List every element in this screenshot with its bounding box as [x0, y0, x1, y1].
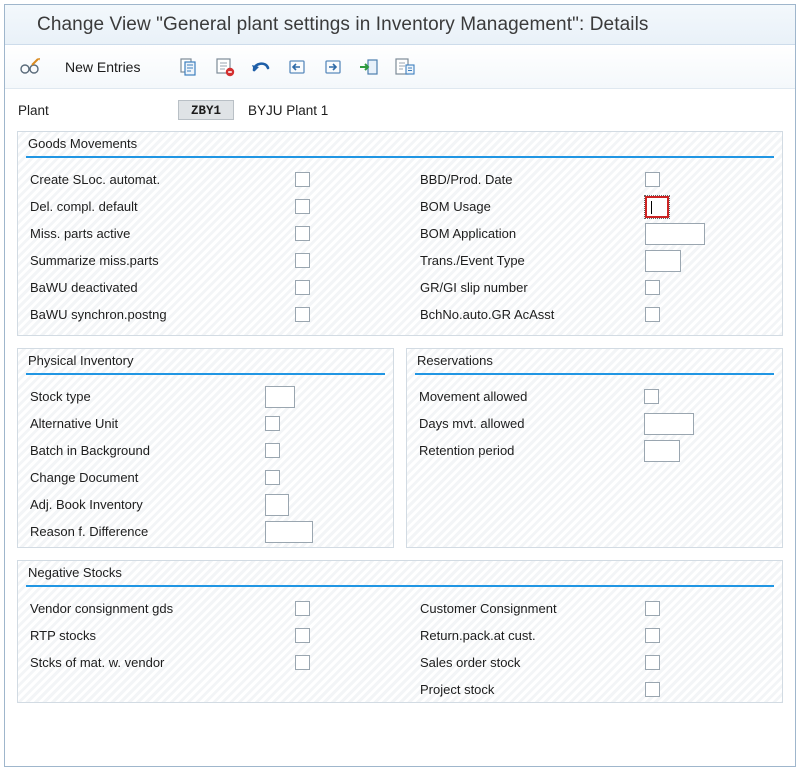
copy-icon[interactable] — [174, 52, 204, 82]
select-layout-icon[interactable] — [354, 52, 384, 82]
field-label: Trans./Event Type — [420, 253, 525, 268]
field-label: Adj. Book Inventory — [30, 497, 143, 512]
field-bom-application — [420, 220, 760, 247]
field-label: BBD/Prod. Date — [420, 172, 513, 187]
field-change-document — [30, 464, 393, 491]
field-label: BOM Application — [420, 226, 517, 241]
bom-usage-input[interactable] — [645, 196, 669, 218]
retention-period-input[interactable] — [644, 440, 680, 462]
field-miss-parts-active — [30, 220, 420, 247]
stock-type-input[interactable] — [265, 386, 295, 408]
field-alternative-unit — [30, 410, 393, 437]
alternative-unit-checkbox[interactable] — [265, 416, 280, 431]
field-label: Retention period — [419, 443, 515, 458]
content-area — [5, 131, 795, 766]
field-sales-order-stock — [420, 649, 760, 676]
group-title-negative-stocks: Negative Stocks — [28, 565, 122, 580]
next-entry-icon[interactable] — [318, 52, 348, 82]
field-bawu-synchron-postng — [30, 301, 420, 328]
field-vendor-consignment-gds — [30, 595, 420, 622]
stcks-of-mat-w-vendor-checkbox[interactable] — [295, 655, 310, 670]
project-stock-checkbox[interactable] — [645, 682, 660, 697]
toolbar — [5, 45, 795, 89]
field-label: BchNo.auto.GR AcAsst — [420, 307, 555, 322]
bom-application-input[interactable] — [645, 223, 705, 245]
group-goods-movements — [17, 131, 783, 336]
field-stcks-of-mat-w-vendor — [30, 649, 420, 676]
goods-right-column — [420, 166, 760, 328]
adj-book-inventory-input[interactable] — [265, 494, 289, 516]
del-compl-default-checkbox[interactable] — [295, 199, 310, 214]
field-label: Del. compl. default — [30, 199, 138, 214]
field-label: GR/GI slip number — [420, 280, 528, 295]
group-title-reservations: Reservations — [417, 353, 493, 368]
prev-icon-svg — [287, 57, 307, 77]
field-label: Miss. parts active — [30, 226, 131, 241]
field-bbd-prod-date — [420, 166, 760, 193]
sap-window — [4, 4, 796, 767]
field-trans-event-type — [420, 247, 760, 274]
field-label: BaWU deactivated — [30, 280, 138, 295]
group-body-physical-inventory — [18, 349, 393, 555]
field-del-compl-default — [30, 193, 420, 220]
field-retention-period — [419, 437, 782, 464]
field-label: Change Document — [30, 470, 139, 485]
batch-in-background-checkbox[interactable] — [265, 443, 280, 458]
middle-row — [17, 348, 783, 560]
change-document-checkbox[interactable] — [265, 470, 280, 485]
group-physical-inventory — [17, 348, 394, 548]
field-customer-consignment — [420, 595, 760, 622]
field-label: Return.pack.at cust. — [420, 628, 536, 643]
next-icon-svg — [323, 57, 343, 77]
previous-entry-icon[interactable] — [282, 52, 312, 82]
field-project-stock — [420, 676, 760, 703]
field-days-mvt-allowed — [419, 410, 782, 437]
field-bom-usage — [420, 193, 760, 220]
field-rtp-stocks — [30, 622, 420, 649]
plant-row — [5, 89, 795, 131]
variants-icon[interactable] — [390, 52, 420, 82]
field-label: Project stock — [420, 682, 495, 697]
field-adj-book-inventory — [30, 491, 393, 518]
miss-parts-active-checkbox[interactable] — [295, 226, 310, 241]
reason-f-difference-input[interactable] — [265, 521, 313, 543]
display-change-icon[interactable] — [15, 52, 45, 82]
field-label: Stock type — [30, 389, 91, 404]
group-rule — [26, 585, 774, 587]
plant-key-value: ZBY1 — [178, 100, 234, 120]
field-label: BOM Usage — [420, 199, 491, 214]
summarize-miss-parts-checkbox[interactable] — [295, 253, 310, 268]
bbd-prod-date-checkbox[interactable] — [645, 172, 660, 187]
group-title-goods-movements: Goods Movements — [28, 136, 138, 151]
page-title: Change View "General plant settings in Inventory Management": Details — [37, 13, 649, 35]
field-label: Customer Consignment — [420, 601, 557, 616]
group-rule — [26, 156, 774, 158]
field-label: Days mvt. allowed — [419, 416, 525, 431]
field-label: BaWU synchron.postng — [30, 307, 167, 322]
group-reservations — [406, 348, 783, 548]
doc-list-icon-svg — [394, 57, 416, 77]
window-titlebar — [5, 5, 795, 45]
return-pack-at-cust-checkbox[interactable] — [645, 628, 660, 643]
goods-left-column — [18, 166, 420, 328]
field-label: Stcks of mat. w. vendor — [30, 655, 165, 670]
field-label: Vendor consignment gds — [30, 601, 174, 616]
field-create-sloc-automat — [30, 166, 420, 193]
field-movement-allowed — [419, 383, 782, 410]
field-label: Alternative Unit — [30, 416, 119, 431]
bchno-auto-gr-acasst-checkbox[interactable] — [645, 307, 660, 322]
field-bawu-deactivated — [30, 274, 420, 301]
group-body-negative-stocks — [18, 561, 782, 713]
field-label: Movement allowed — [419, 389, 528, 404]
field-gr-gi-slip-number — [420, 274, 760, 301]
field-batch-in-background — [30, 437, 393, 464]
negative-left-column — [18, 595, 420, 703]
field-stock-type — [30, 383, 393, 410]
negative-right-column — [420, 595, 760, 703]
field-summarize-miss-parts — [30, 247, 420, 274]
field-label: Reason f. Difference — [30, 524, 149, 539]
bawu-synchron-postng-checkbox[interactable] — [295, 307, 310, 322]
plant-name-value: BYJU Plant 1 — [248, 102, 329, 118]
undo-icon-svg — [250, 57, 272, 77]
reservations-column — [407, 383, 782, 464]
field-label: RTP stocks — [30, 628, 96, 643]
delete-icon-svg — [215, 57, 235, 77]
group-title-physical-inventory: Physical Inventory — [28, 353, 134, 368]
field-label: Create SLoc. automat. — [30, 172, 161, 187]
new-entries-button[interactable] — [51, 52, 154, 82]
movement-allowed-checkbox[interactable] — [644, 389, 659, 404]
glasses-pencil-icon-svg — [19, 57, 41, 77]
group-rule — [26, 373, 385, 375]
arrow-into-box-icon-svg — [359, 57, 379, 77]
field-return-pack-at-cust — [420, 622, 760, 649]
create-sloc-automat-checkbox[interactable] — [295, 172, 310, 187]
days-mvt-allowed-input[interactable] — [644, 413, 694, 435]
field-bchno-auto-gr-acasst — [420, 301, 760, 328]
vendor-consignment-gds-checkbox[interactable] — [295, 601, 310, 616]
trans-event-type-input[interactable] — [645, 250, 681, 272]
field-label: Sales order stock — [420, 655, 521, 670]
group-negative-stocks — [17, 560, 783, 703]
text-caret — [651, 201, 652, 214]
field-label: Summarize miss.parts — [30, 253, 159, 268]
new-entries-label: New Entries — [65, 58, 141, 75]
physical-inventory-column — [18, 383, 393, 545]
sales-order-stock-checkbox[interactable] — [645, 655, 660, 670]
gr-gi-slip-number-checkbox[interactable] — [645, 280, 660, 295]
delete-icon[interactable] — [210, 52, 240, 82]
rtp-stocks-checkbox[interactable] — [295, 628, 310, 643]
plant-label: Plant — [18, 102, 49, 118]
copy-icon-svg — [179, 57, 199, 77]
bawu-deactivated-checkbox[interactable] — [295, 280, 310, 295]
field-label: Batch in Background — [30, 443, 150, 458]
undo-icon[interactable] — [246, 52, 276, 82]
group-rule — [415, 373, 774, 375]
customer-consignment-checkbox[interactable] — [645, 601, 660, 616]
group-body-goods-movements — [18, 132, 782, 338]
field-reason-f-difference — [30, 518, 393, 545]
